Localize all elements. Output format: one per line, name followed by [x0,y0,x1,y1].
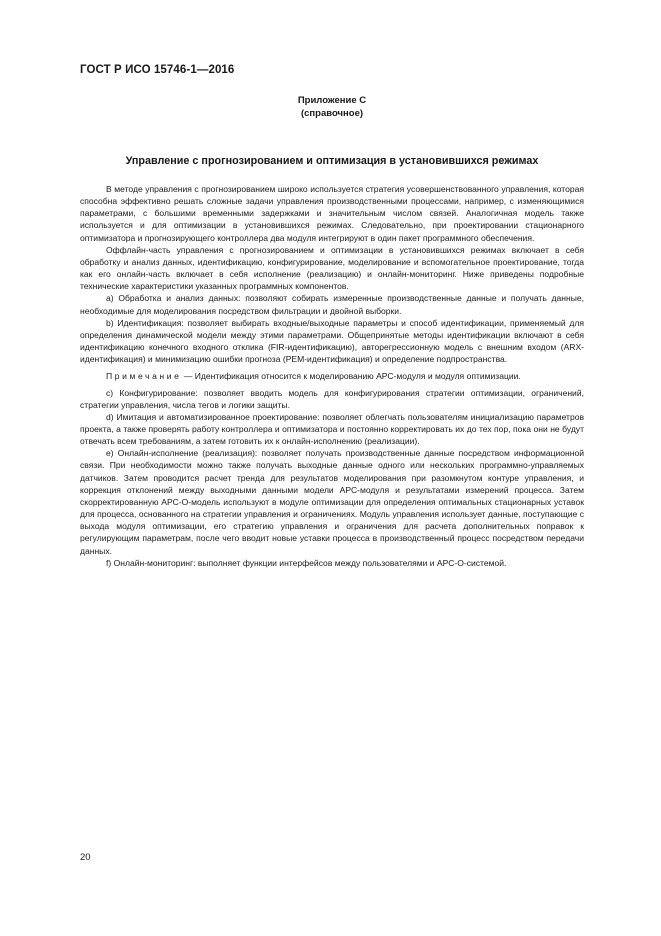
note [80,370,584,382]
list-item-c: c) Конфигурирование: позволяет вводить модель для конфигурирования стратегии оптимизации, ограничений, стратегии управления, числа тегов и логики защиты. [80,387,584,410]
document-code-header: ГОСТ Р ИСО 15746-1—2016 [80,64,235,76]
body-text [80,183,584,569]
paragraph-intro: В методе управления с прогнозированием широко используется стратегия усовершенствованного управления, которая способна эффективно решать сложные задачи управления производственными процессами, например, с изменяющимися параметрами, с большими временными задержками и значительным числом связей. Аналогичная модель также используется и для оптимизации в установившихся режимах. Следовательно, при проектировании стационарного оптимизатора и прогнозирующего контроллера два модуля интегрируют в один пакет программного обеспечения. [80,184,584,243]
paragraph-components: Оффлайн-часть управления с прогнозированием и оптимизации в установившихся режимах включает в себя обработку и анализ данных, идентификацию, конфигурирование, моделирование и вспомогательное проектирование, тогда как его онлайн-часть включает в себя исполнение (реализацию) и онлайн-мониторинг. Ниже приведены подробные технические характеристики указанных программных компонентов. [80,244,584,292]
list-item-a: a) Обработка и анализ данных: позволяют собирать измеренные производственные данные и получать данные, необходимые для моделирования посредством фильтрации и двойной выборки. [80,293,584,316]
list-item-e: e) Онлайн-исполнение (реализация): позволяет получать производственные данные посредством информационной связи. При необходимости можно также получать выходные данные одного или нескольких программно-управляемых датчиков. Затем проводится расчет тренда для результатов моделирования при разомкнутом контуре управления, и коррекция отклонений между выходными данными модели АРС-модуля и результатами измерений процесса. Затем скорректированную АРС-О-модель используют в модуле оптимизации для определения оптимальных стационарных уставок для процесса, основанного на стратегии управления и ограничениях. Модуль управления использует данные, поступающие с выхода модуля оптимизации, его стратегию управления и ограничения для расчета дополнительных поправок к регулирующим параметрам, после чего вводит новые уставки процесса в производственный процесс посредством передачи данных. [80,448,584,556]
section-title: Управление с прогнозированием и оптимизация в установившихся режимах [125,155,539,167]
note-label: Примечание [106,371,182,382]
list-item-f: f) Онлайн-мониторинг: выполняет функции интерфейсов между пользователями и АРС-О-системой. [106,557,507,568]
annex-kind: (справочное) [300,108,364,119]
note-text: — Идентификация относится к моделированию АРС-модуля и модуля оптимизации. [181,371,521,382]
annex-title: Приложение С [297,95,367,106]
list-item-b: b) Идентификация: позволяет выбирать входные/выходные параметры и способ идентификации, применяемый для определения динамической модели между этими параметрами. Общепринятые методы идентификации включают в себя идентификацию конечного входного отклика (FIR-идентификацию), авторегрессионную модель с внешним входом (ARX-идентификация) и минимизацию ошибки прогноза (PEM-идентификация) и определение подпространства. [80,317,584,365]
list-item-d: d) Имитация и автоматизированное проектирование: позволяет облегчать пользователям инициализацию параметров проекта, а также проверять работу контроллера и оптимизатора и постоянно корректировать их до тех пор, пока они не будут отвечать всем требованиям, а затем готовить их к онлайн-исполнению (реализации). [80,411,584,447]
page-number: 20 [80,852,91,863]
